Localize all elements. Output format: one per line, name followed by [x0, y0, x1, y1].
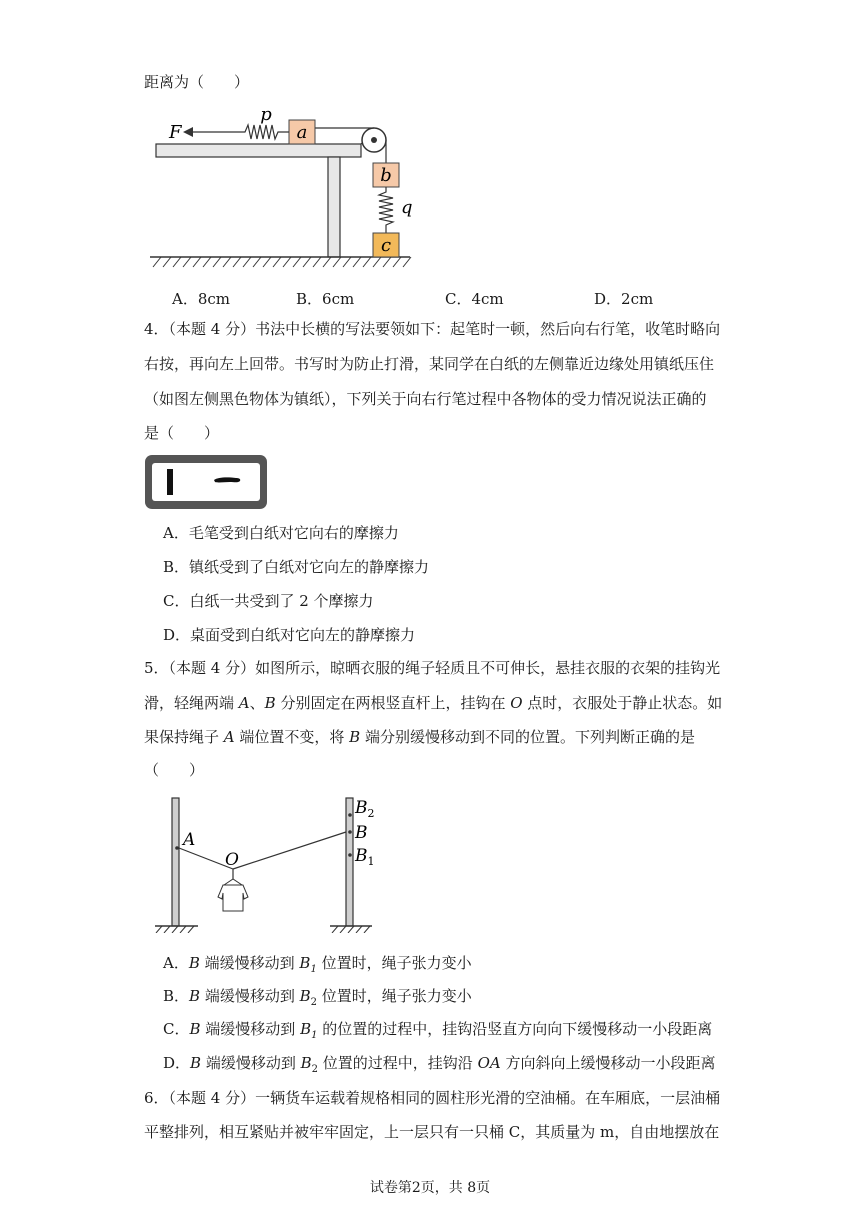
- q4-option-d: D．桌面受到白纸对它向左的静摩擦力: [163, 626, 416, 644]
- q4-option-b: B．镇纸受到了白纸对它向左的静摩擦力: [163, 558, 430, 576]
- label-p: p: [260, 104, 272, 125]
- q4-stem-line-1: 4．（本题 4 分）书法中长横的写法要领如下：起笔时一顿，然后向右行笔，收笔时略向: [144, 320, 721, 338]
- label-O: O: [225, 850, 239, 870]
- q5-option-c: C．B 端缓慢移动到 $B_1$ 的位置的过程中，挂钩沿竖直方向向下缓慢移动一小段距离: [163, 1020, 713, 1041]
- q5-stem-line-4: （ ）: [144, 761, 205, 779]
- label-a: a: [296, 122, 308, 143]
- q5-clothesline-figure: [150, 793, 410, 933]
- label-q: q: [401, 197, 413, 218]
- q3-spring-pulley-figure: [145, 100, 425, 275]
- q4-option-c: C．白纸一共受到了 2 个摩擦力: [163, 592, 374, 610]
- q4-option-a: A．毛笔受到白纸对它向右的摩擦力: [163, 524, 399, 542]
- q4-calligraphy-figure: [144, 454, 268, 510]
- q5-stem-line-1: 5．（本题 4 分）如图所示，晾晒衣服的绳子轻质且不可伸长，悬挂衣服的衣架的挂钩光: [144, 659, 721, 677]
- page-footer: 试卷第2页，共 8页: [369, 1180, 491, 1196]
- label-B2: $B_2$: [355, 798, 375, 820]
- label-F: F: [169, 122, 182, 143]
- label-A: A: [183, 830, 196, 850]
- q5-option-a: A．B 端缓慢移动到 $B_1$ 位置时，绳子张力变小: [163, 954, 472, 975]
- q3-option-c: C．4cm: [445, 290, 504, 308]
- q4-stem-line-3: （如图左侧黑色物体为镇纸），下列关于向右行笔过程中各物体的受力情况说法正确的: [144, 390, 707, 408]
- q5-option-b: B．B 端缓慢移动到 $B_2$ 位置时，绳子张力变小: [163, 987, 472, 1008]
- q4-stem-line-4: 是（ ）: [144, 424, 220, 442]
- label-B1: $B_1$: [355, 846, 375, 868]
- q3-tail-text: 距离为（ ）: [144, 73, 250, 91]
- q5-stem-line-2: 滑，轻绳两端 A、B 分别固定在两根竖直杆上，挂钩在 O 点时，衣服处于静止状态。如: [144, 694, 723, 712]
- q5-stem-line-3: 果保持绳子 A 端位置不变，将 B 端分别缓慢移动到不同的位置。下列判断正确的是: [144, 728, 695, 746]
- q3-option-d: D．2cm: [594, 290, 654, 308]
- q3-option-b: B．6cm: [296, 290, 355, 308]
- q6-stem-line-2: 平整排列，相互紧贴并被牢牢固定，上一层只有一只桶 C，其质量为 m，自由地摆放在: [144, 1123, 720, 1141]
- q6-stem-line-1: 6．（本题 4 分）一辆货车运载着规格相同的圆柱形光滑的空油桶。在车厢底，一层油桶: [144, 1089, 721, 1107]
- q4-stem-line-2: 右按，再向左上回带。书写时为防止打滑，某同学在白纸的左侧靠近边缘处用镇纸压住: [144, 355, 715, 373]
- label-c: c: [380, 235, 392, 256]
- label-B: B: [355, 823, 368, 843]
- q5-option-d: D．B 端缓慢移动到 $B_2$ 位置的过程中，挂钩沿 OA 方向斜向上缓慢移动一小段距离: [163, 1054, 716, 1075]
- q3-option-a: A．8cm: [172, 290, 231, 308]
- label-b: b: [380, 165, 392, 186]
